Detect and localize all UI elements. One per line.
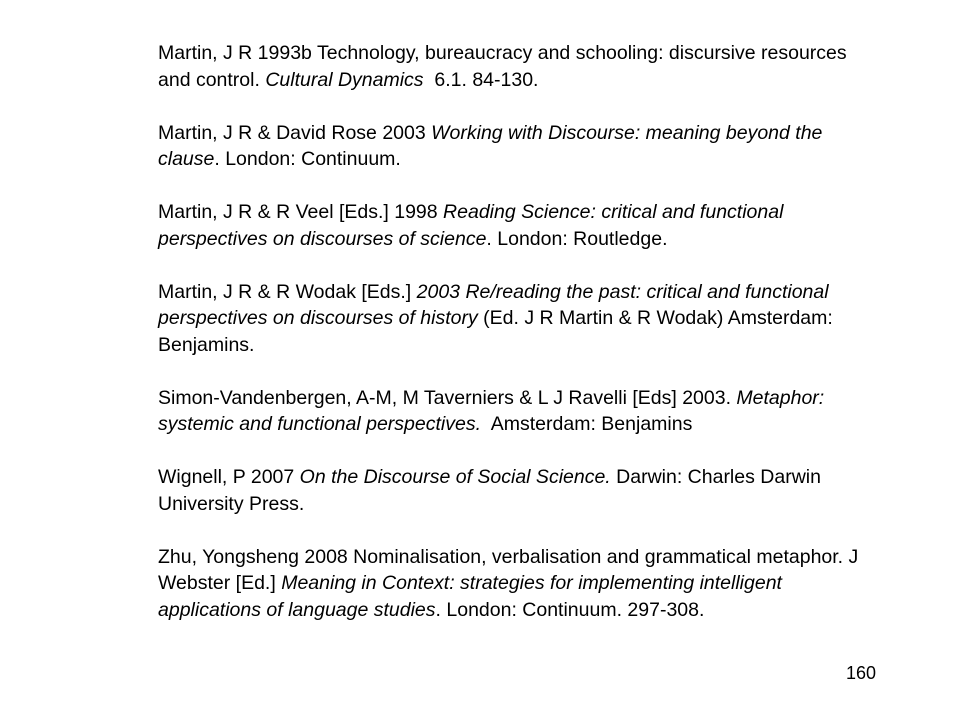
reference-text: Wignell, P 2007 (158, 466, 300, 488)
reference-title-italic: On the Discourse of Social Science. (299, 466, 611, 488)
reference-text: Amsterdam: Benjamins (481, 413, 693, 435)
reference-text: Zhu, Yongsheng 2008 Nominalisation, verbalisation and grammatical metaphor. J Webster [Ed.] (158, 545, 864, 594)
reference-entry-wignell-2007 (158, 464, 878, 517)
reference-title-italic: 2003 Re/reading the past: critical and functional perspectives on discourses of history (158, 280, 829, 329)
reference-title-italic: Metaphor: systemic and functional perspectives. (158, 386, 825, 435)
reference-text: . London: Continuum. 297-308. (435, 598, 705, 621)
reference-entry-simon-vandenbergen-2003 (158, 385, 878, 438)
reference-text: Martin, J R & David Rose 2003 (158, 121, 432, 144)
reference-title-italic: Meaning in Context: strategies for implementing intelligent applications of language studies (158, 572, 782, 621)
reference-text: Martin, J R & R Wodak [Eds.] (158, 280, 417, 303)
reference-entry-martin-1993b (158, 40, 878, 93)
reference-entry-martin-rose-2003 (158, 120, 878, 173)
reference-entry-zhu-2008 (158, 544, 878, 624)
reference-text: Martin, J R & R Veel [Eds.] 1998 (158, 201, 444, 223)
reference-text: (Ed. J R Martin & R Wodak) Amsterdam: Benjamins. (158, 307, 839, 356)
reference-list (158, 40, 878, 650)
reference-text: . London: Routledge. (486, 227, 668, 250)
reference-title-italic: Working with Discourse: meaning beyond the clause (158, 121, 823, 170)
reference-entry-martin-veel-1998 (158, 199, 878, 252)
page-number: 160 (845, 663, 876, 683)
reference-text: Simon-Vandenbergen, A-M, M Taverniers & L J Ravelli [Eds] 2003. (158, 386, 737, 409)
reference-text: 6.1. 84-130. (423, 68, 539, 91)
reference-title-italic: Cultural Dynamics (265, 68, 424, 91)
reference-text: . London: Continuum. (214, 148, 401, 170)
reference-entry-martin-wodak-2003 (158, 279, 878, 359)
reference-text: Darwin: Charles Darwin University Press. (158, 466, 827, 515)
reference-text: Martin, J R 1993b Technology, bureaucracy and schooling: discursive resources and control. (158, 42, 853, 91)
reference-title-italic: Reading Science: critical and functional perspectives on discourses of science (158, 201, 784, 250)
